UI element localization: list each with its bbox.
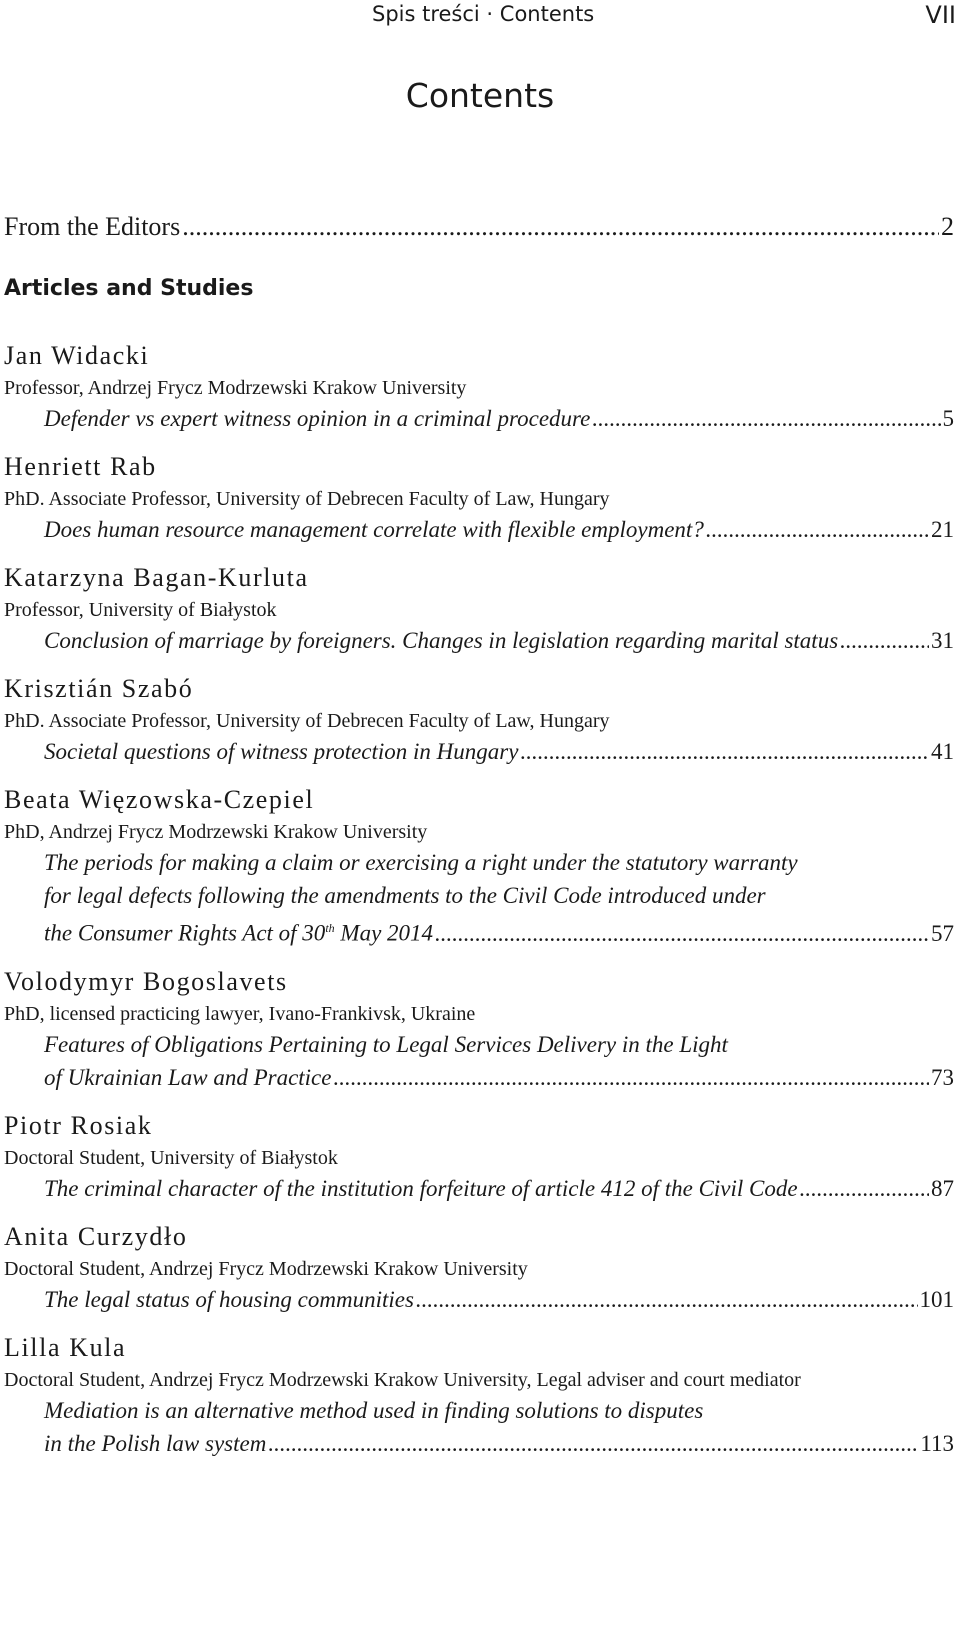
entry-title bbox=[44, 624, 838, 657]
entry-author: Anita Curzydło bbox=[4, 1221, 188, 1251]
entry-page-number: 31 bbox=[931, 628, 954, 653]
entry-title bbox=[44, 513, 704, 546]
entry-title-text: of Ukrainian Law and Practice bbox=[44, 1064, 332, 1090]
entry-title-link[interactable] bbox=[4, 402, 954, 435]
entry-title-link[interactable] bbox=[4, 912, 954, 950]
entry-title-link[interactable] bbox=[4, 1283, 954, 1316]
entry-title bbox=[44, 1061, 331, 1094]
toc-entries bbox=[4, 338, 954, 1460]
entry-page-number: 57 bbox=[931, 920, 954, 946]
entry-affiliation: Doctoral Student, Andrzej Frycz Modrzewski Krakow University bbox=[4, 1257, 528, 1280]
entry-affiliation: PhD. Associate Professor, University of Debrecen Faculty of Law, Hungary bbox=[4, 710, 610, 732]
entry-title-text: Defender vs expert witness opinion in a criminal procedure bbox=[44, 406, 591, 431]
entry-author: Piotr Rosiak bbox=[4, 1110, 153, 1140]
section-heading: Articles and Studies bbox=[4, 276, 254, 301]
dot-leader bbox=[592, 402, 940, 435]
entry-title-tail: May 2014 bbox=[334, 920, 434, 946]
entry-affiliation: Professor, Andrzej Frycz Modrzewski Krakow University bbox=[4, 377, 467, 399]
entry-title-line: Mediation is an alternative method used in finding solutions to disputes bbox=[44, 1397, 704, 1423]
entry-affiliation: Doctoral Student, Andrzej Frycz Modrzewski Krakow University, Legal adviser and court mediator bbox=[4, 1368, 801, 1391]
entry-title-link[interactable] bbox=[4, 735, 954, 768]
entry-title-text: Conclusion of marriage by foreigners. Changes in legislation regarding marital status bbox=[44, 628, 839, 653]
toc-entry bbox=[4, 1219, 954, 1316]
entry-title-link[interactable] bbox=[4, 624, 954, 657]
toc-entry bbox=[4, 449, 954, 546]
entry-title-text: The legal status of housing communities bbox=[44, 1286, 414, 1312]
entry-title bbox=[44, 735, 518, 768]
entry-title-link[interactable] bbox=[4, 1427, 954, 1460]
entry-page-number: 41 bbox=[931, 739, 954, 764]
toc-entry bbox=[4, 1330, 954, 1460]
dot-leader bbox=[706, 513, 929, 546]
toc-entry bbox=[4, 1108, 954, 1205]
running-header bbox=[0, 2, 960, 32]
dot-leader bbox=[416, 1283, 918, 1316]
dot-leader bbox=[268, 1427, 918, 1460]
entry-title-text: Does human resource management correlate with flexible employment? bbox=[44, 517, 704, 542]
dot-leader bbox=[182, 212, 939, 242]
entry-title-link[interactable] bbox=[4, 1172, 954, 1205]
entry-author: Henriett Rab bbox=[4, 452, 157, 481]
entry-author: Krisztián Szabó bbox=[4, 674, 194, 703]
entry-author: Lilla Kula bbox=[4, 1332, 127, 1362]
entry-title bbox=[44, 912, 433, 950]
entry-title-link[interactable] bbox=[4, 1061, 954, 1094]
entry-title-line: for legal defects following the amendments to the Civil Code introduced under bbox=[44, 883, 766, 908]
dot-leader bbox=[800, 1172, 929, 1205]
dot-leader bbox=[333, 1061, 929, 1094]
entry-page-number: 101 bbox=[919, 1286, 954, 1312]
entry-page-number: 21 bbox=[931, 517, 954, 542]
entry-page-number: 73 bbox=[931, 1064, 954, 1090]
entry-page-number: 5 bbox=[942, 406, 954, 431]
entry-author: Volodymyr Bogoslavets bbox=[4, 966, 288, 996]
entry-title-text: the Consumer Rights Act of 30 bbox=[44, 920, 326, 946]
entry-title-text: Societal questions of witness protection in Hungary bbox=[44, 739, 519, 764]
toc-entry bbox=[4, 338, 954, 435]
dot-leader bbox=[840, 624, 929, 657]
entry-title-superscript: th bbox=[325, 921, 335, 935]
page-title: Contents bbox=[405, 76, 555, 115]
entry-title bbox=[44, 1172, 798, 1205]
dot-leader bbox=[435, 917, 929, 950]
entry-title bbox=[44, 402, 590, 435]
entry-title bbox=[44, 1427, 266, 1460]
entry-affiliation: Doctoral Student, University of Białystok bbox=[4, 1146, 338, 1169]
toc-entry bbox=[4, 964, 954, 1094]
dot-leader bbox=[520, 735, 929, 768]
toc-editors-page: 2 bbox=[941, 212, 954, 241]
table-of-contents bbox=[4, 202, 954, 1460]
entry-title-line: Features of Obligations Pertaining to Legal Services Delivery in the Light bbox=[44, 1031, 728, 1057]
toc-editors-label: From the Editors bbox=[4, 212, 181, 241]
toc-entry bbox=[4, 671, 954, 768]
entry-author: Beata Więzowska-Czepiel bbox=[4, 785, 315, 814]
entry-affiliation: PhD. Associate Professor, University of Debrecen Faculty of Law, Hungary bbox=[4, 488, 610, 510]
entry-title bbox=[44, 1283, 414, 1316]
entry-author: Katarzyna Bagan-Kurluta bbox=[4, 563, 309, 592]
entry-page-number: 113 bbox=[920, 1430, 954, 1456]
entry-affiliation: PhD, licensed practicing lawyer, Ivano-Frankivsk, Ukraine bbox=[4, 1002, 476, 1025]
toc-entry bbox=[4, 560, 954, 657]
entry-title-text: in the Polish law system bbox=[44, 1430, 267, 1456]
entry-page-number: 87 bbox=[931, 1175, 954, 1201]
entry-affiliation: PhD, Andrzej Frycz Modrzewski Krakow University bbox=[4, 821, 428, 843]
entry-title-text: The criminal character of the institution forfeiture of article 412 of the Civil Code bbox=[44, 1175, 798, 1201]
entry-author: Jan Widacki bbox=[4, 341, 150, 370]
running-title: Spis treści · Contents bbox=[372, 2, 595, 26]
toc-entry bbox=[4, 782, 954, 950]
toc-entry-editors[interactable] bbox=[4, 202, 954, 242]
entry-title-link[interactable] bbox=[4, 513, 954, 546]
page-number: VII bbox=[925, 1, 956, 29]
entry-title-line: The periods for making a claim or exercising a right under the statutory warranty bbox=[44, 850, 798, 875]
entry-affiliation: Professor, University of Białystok bbox=[4, 599, 277, 621]
